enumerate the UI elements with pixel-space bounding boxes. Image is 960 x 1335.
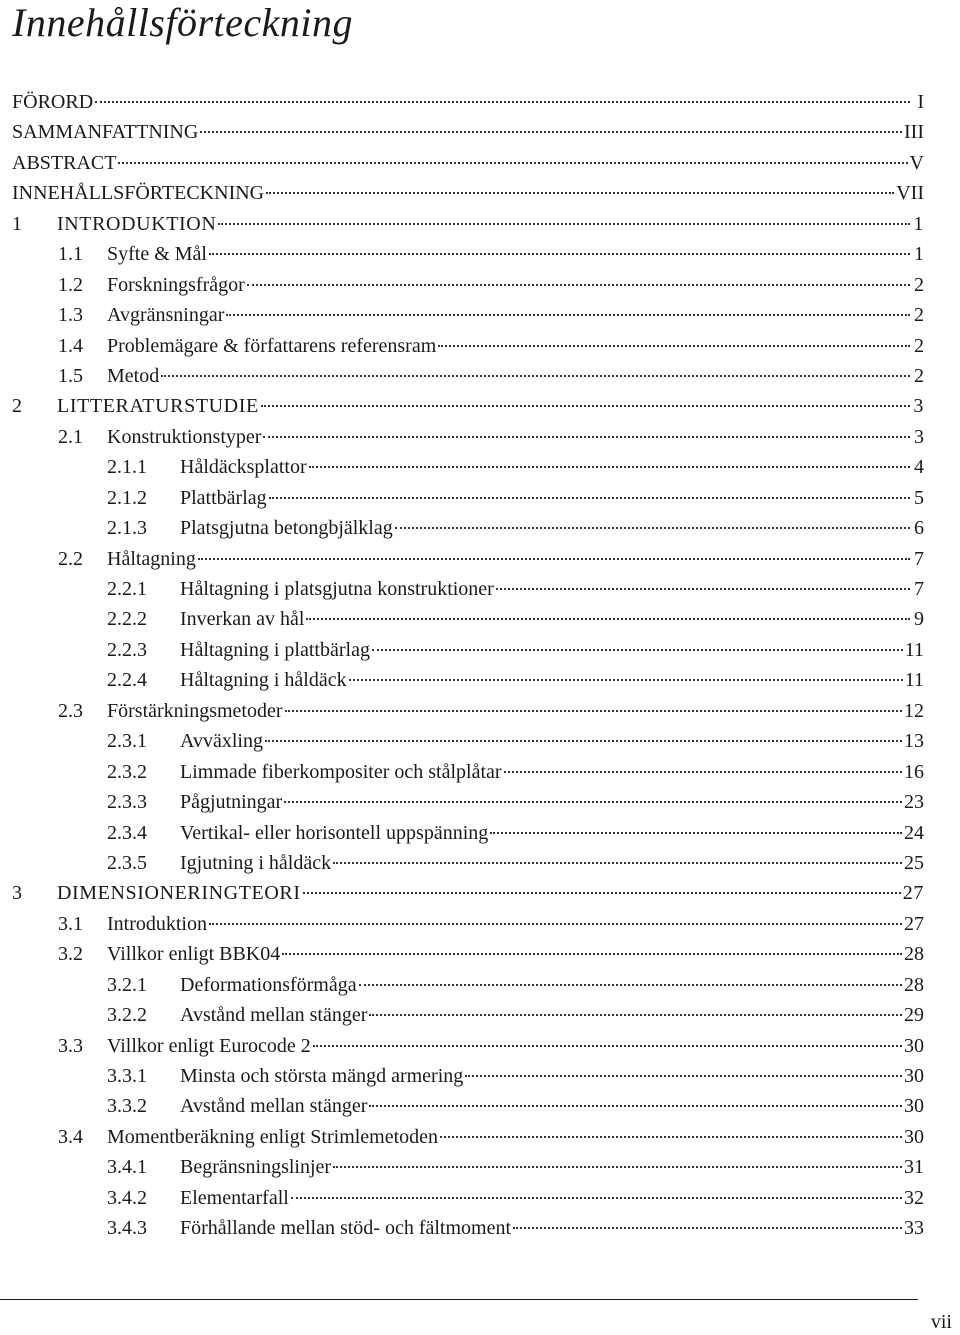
toc-entry[interactable] xyxy=(12,148,924,178)
toc-entry-number: 3.4.3 xyxy=(107,1217,147,1240)
toc-entry-number: 2.2.3 xyxy=(107,638,147,661)
dot-leader xyxy=(209,922,902,925)
footer-divider xyxy=(0,1299,918,1300)
toc-entry-number: 3.4.1 xyxy=(107,1156,147,1179)
dot-leader xyxy=(369,1104,902,1107)
toc-entry-number: 3.3.1 xyxy=(107,1065,147,1087)
toc-entry[interactable] xyxy=(12,300,924,330)
dot-leader xyxy=(306,617,910,620)
toc-entry-label: Forskningsfrågor xyxy=(107,273,245,296)
toc-entry-number: 2.3.2 xyxy=(107,760,147,783)
dot-leader xyxy=(282,952,902,955)
toc-entry[interactable] xyxy=(12,635,924,665)
dot-leader xyxy=(226,313,910,316)
toc-entry-page: 1 xyxy=(913,212,924,235)
dot-leader xyxy=(291,1196,902,1199)
dot-leader xyxy=(359,983,902,986)
toc-entry-number: 3.3.2 xyxy=(107,1095,147,1118)
toc-entry[interactable] xyxy=(12,391,924,421)
dot-leader xyxy=(513,1226,902,1229)
toc-entry-page: 11 xyxy=(904,669,924,692)
toc-entry-label: Limmade fiberkompositer och stålplåtar xyxy=(180,760,502,783)
toc-entry[interactable] xyxy=(12,909,924,939)
toc-entry-label: INNEHÅLLSFÖRTECKNING xyxy=(12,182,265,205)
toc-entry[interactable] xyxy=(12,270,924,300)
dot-leader xyxy=(198,557,910,560)
dot-leader xyxy=(496,587,910,590)
toc-entry[interactable] xyxy=(12,361,924,391)
toc-entry-page: 29 xyxy=(904,1004,924,1027)
toc-entry-number: 3.1 xyxy=(58,912,83,935)
toc-entry-page: 24 xyxy=(904,821,924,844)
toc-entry[interactable] xyxy=(12,178,924,208)
toc-entry-label: Elementarfall xyxy=(180,1186,289,1209)
toc-entry-page: 1 xyxy=(914,243,924,266)
dot-leader xyxy=(395,526,910,529)
toc-entry-number: 2.2.1 xyxy=(107,578,147,600)
dot-leader xyxy=(265,739,902,742)
toc-entry-label: Avväxling xyxy=(180,730,263,753)
toc-entry-label: Pågjutningar xyxy=(180,791,283,814)
toc-entry[interactable] xyxy=(12,483,924,513)
toc-entry-number: 2 xyxy=(12,395,23,418)
toc-entry[interactable] xyxy=(12,117,924,147)
toc-entry-label: Begränsningslinjer xyxy=(180,1156,332,1179)
toc-entry[interactable] xyxy=(12,87,924,117)
dot-leader xyxy=(504,770,902,773)
dot-leader xyxy=(161,374,910,377)
footer-page-number: vii xyxy=(930,1311,952,1333)
toc-entry-number: 2.2.2 xyxy=(107,608,147,631)
toc-entry-number: 3 xyxy=(12,882,23,905)
toc-entry-page: 2 xyxy=(914,364,924,387)
toc-entry-page: 30 xyxy=(904,1065,924,1087)
table-of-contents xyxy=(12,87,924,1244)
toc-entry-label: Håltagning i håldäck xyxy=(180,669,347,692)
toc-entry-page: 9 xyxy=(914,608,924,631)
toc-entry-page: 7 xyxy=(914,547,924,570)
toc-entry-page: 2 xyxy=(914,334,924,357)
toc-entry-number: 2.1 xyxy=(58,425,83,448)
toc-entry-label: Håltagning xyxy=(107,547,196,570)
toc-entry-label: FÖRORD xyxy=(12,91,94,113)
toc-entry-page: 25 xyxy=(904,851,924,874)
toc-entry-label: Håldäcksplattor xyxy=(180,456,307,479)
toc-entry[interactable] xyxy=(12,696,924,726)
toc-entry-number: 3.2 xyxy=(58,943,83,966)
page-title: Innehållsförteckning xyxy=(12,0,354,45)
dot-leader xyxy=(118,161,907,164)
toc-entry-number: 3.2.2 xyxy=(107,1004,147,1027)
toc-entry-number: 3.4 xyxy=(58,1125,83,1148)
dot-leader xyxy=(369,1013,902,1016)
toc-entry-label: Metod xyxy=(107,364,160,387)
toc-entry[interactable] xyxy=(12,513,924,543)
toc-entry-page: 4 xyxy=(914,456,924,479)
toc-entry-number: 2.3.4 xyxy=(107,821,147,844)
dot-leader xyxy=(218,222,910,225)
toc-entry-page: 28 xyxy=(904,973,924,996)
dot-leader xyxy=(333,861,902,864)
toc-entry[interactable] xyxy=(12,726,924,756)
toc-entry-number: 3.4.2 xyxy=(107,1186,147,1209)
toc-entry-label: Förhållande mellan stöd- och fältmoment xyxy=(180,1217,512,1240)
dot-leader xyxy=(438,344,910,347)
toc-entry-page: 13 xyxy=(904,730,924,753)
dot-leader xyxy=(284,800,902,803)
dot-leader xyxy=(261,404,910,407)
toc-entry-page: 27 xyxy=(904,912,924,935)
toc-entry-page: 5 xyxy=(914,486,924,509)
toc-entry[interactable] xyxy=(12,422,924,452)
dot-leader xyxy=(209,252,910,255)
toc-entry-label: Avstånd mellan stänger xyxy=(180,1095,368,1118)
toc-entry-label: LITTERATURSTUDIE xyxy=(57,395,259,418)
toc-entry-page: I xyxy=(917,91,924,113)
toc-entry-page: 32 xyxy=(904,1186,924,1209)
toc-entry[interactable] xyxy=(12,1091,924,1121)
toc-entry[interactable] xyxy=(12,239,924,269)
toc-entry-page: 3 xyxy=(914,425,924,448)
toc-entry[interactable] xyxy=(12,939,924,969)
dot-leader xyxy=(490,831,902,834)
toc-entry-label: Avgränsningar xyxy=(107,304,225,327)
toc-entry-label: Villkor enligt Eurocode 2 xyxy=(107,1034,311,1057)
dot-leader xyxy=(269,496,910,499)
toc-entry-label: Avstånd mellan stänger xyxy=(180,1004,368,1027)
toc-entry[interactable] xyxy=(12,1000,924,1030)
toc-entry-page: 30 xyxy=(904,1095,924,1118)
toc-entry[interactable] xyxy=(12,848,924,878)
toc-entry-page: 11 xyxy=(904,638,924,661)
toc-entry-number: 2.3.1 xyxy=(107,730,147,753)
dot-leader xyxy=(95,100,910,103)
toc-entry-label: Håltagning i plattbärlag xyxy=(180,638,370,661)
toc-entry-label: Momentberäkning enligt Strimlemetoden xyxy=(107,1125,439,1148)
dot-leader xyxy=(309,465,910,468)
dot-leader xyxy=(372,648,903,651)
toc-entry-label: Förstärkningsmetoder xyxy=(107,699,283,722)
dot-leader xyxy=(440,1135,902,1138)
toc-entry-page: 6 xyxy=(914,517,924,540)
toc-entry-number: 1.2 xyxy=(58,273,83,296)
toc-entry-number: 1.4 xyxy=(58,334,83,357)
toc-entry-label: DIMENSIONERINGTEORI xyxy=(57,882,301,905)
toc-entry-page: 12 xyxy=(904,699,924,722)
toc-entry-label: INTRODUKTION xyxy=(57,212,217,235)
dot-leader xyxy=(247,283,910,286)
toc-entry-label: Problemägare & författarens referensram xyxy=(107,334,437,357)
dot-leader xyxy=(200,130,902,133)
dot-leader xyxy=(465,1074,902,1077)
dot-leader xyxy=(263,435,910,438)
toc-entry[interactable] xyxy=(12,574,924,604)
toc-entry-number: 2.1.1 xyxy=(107,456,147,479)
toc-entry-number: 1.1 xyxy=(58,243,83,266)
dot-leader xyxy=(349,678,903,681)
toc-entry-number: 1 xyxy=(12,212,23,235)
toc-entry-label: SAMMANFATTNING xyxy=(12,121,199,144)
toc-entry-page: 7 xyxy=(914,578,924,600)
toc-entry[interactable] xyxy=(12,1061,924,1091)
toc-entry-page: 33 xyxy=(904,1217,924,1240)
toc-entry[interactable] xyxy=(12,1122,924,1152)
toc-entry[interactable] xyxy=(12,1031,924,1061)
toc-entry-label: Vertikal- eller horisontell uppspänning xyxy=(180,821,489,844)
toc-entry-label: Syfte & Mål xyxy=(107,243,207,266)
toc-entry-number: 3.3 xyxy=(58,1034,83,1057)
toc-entry[interactable] xyxy=(12,757,924,787)
toc-entry[interactable] xyxy=(12,1183,924,1213)
toc-entry-label: Introduktion xyxy=(107,912,207,935)
toc-entry-number: 3.2.1 xyxy=(107,973,147,996)
toc-entry[interactable] xyxy=(12,331,924,361)
toc-entry-number: 2.1.3 xyxy=(107,517,147,540)
toc-entry-page: 3 xyxy=(913,395,924,418)
toc-entry-page: 23 xyxy=(904,791,924,814)
toc-entry-number: 2.3.5 xyxy=(107,851,147,874)
toc-entry-page: 27 xyxy=(902,882,924,905)
toc-entry-page: III xyxy=(904,121,924,144)
toc-entry[interactable] xyxy=(12,970,924,1000)
toc-entry[interactable] xyxy=(12,544,924,574)
toc-entry-label: Håltagning i platsgjutna konstruktioner xyxy=(180,578,494,600)
toc-entry[interactable] xyxy=(12,209,924,239)
toc-entry-page: 2 xyxy=(914,304,924,327)
toc-entry-page: 30 xyxy=(904,1034,924,1057)
toc-entry-number: 1.3 xyxy=(58,304,83,327)
toc-entry[interactable] xyxy=(12,1213,924,1243)
toc-entry-number: 1.5 xyxy=(58,364,83,387)
toc-entry-page: 16 xyxy=(904,760,924,783)
toc-entry[interactable] xyxy=(12,1152,924,1182)
dot-leader xyxy=(313,1044,902,1047)
toc-entry[interactable] xyxy=(12,818,924,848)
toc-entry-number: 2.1.2 xyxy=(107,486,147,509)
toc-entry[interactable] xyxy=(12,452,924,482)
toc-entry-page: 2 xyxy=(914,273,924,296)
toc-entry-page: 28 xyxy=(904,943,924,966)
toc-entry-label: Igjutning i håldäck xyxy=(180,851,332,874)
toc-entry-label: Plattbärlag xyxy=(180,486,267,509)
toc-entry-label: Deformationsförmåga xyxy=(180,973,357,996)
toc-entry-number: 2.3 xyxy=(58,699,83,722)
toc-entry-label: ABSTRACT xyxy=(12,151,117,174)
toc-entry-number: 2.2.4 xyxy=(107,669,147,692)
toc-entry-label: Minsta och största mängd armering xyxy=(180,1065,464,1087)
toc-entry-number: 2.2 xyxy=(58,547,83,570)
toc-entry[interactable] xyxy=(12,604,924,634)
toc-entry-label: Villkor enligt BBK04 xyxy=(107,943,281,966)
dot-leader xyxy=(303,891,901,894)
toc-entry-page: V xyxy=(909,151,924,174)
toc-entry-label: Platsgjutna betongbjälklag xyxy=(180,517,393,540)
toc-entry-label: Konstruktionstyper xyxy=(107,425,262,448)
dot-leader xyxy=(266,191,894,194)
toc-entry-page: 30 xyxy=(904,1125,924,1148)
toc-entry[interactable] xyxy=(12,878,924,908)
toc-entry[interactable] xyxy=(12,787,924,817)
toc-entry-number: 2.3.3 xyxy=(107,791,147,814)
toc-entry[interactable] xyxy=(12,665,924,695)
toc-entry-label: Inverkan av hål xyxy=(180,608,305,631)
toc-entry-page: 31 xyxy=(904,1156,924,1179)
dot-leader xyxy=(285,709,902,712)
dot-leader xyxy=(333,1165,902,1168)
toc-entry-page: VII xyxy=(896,182,924,205)
